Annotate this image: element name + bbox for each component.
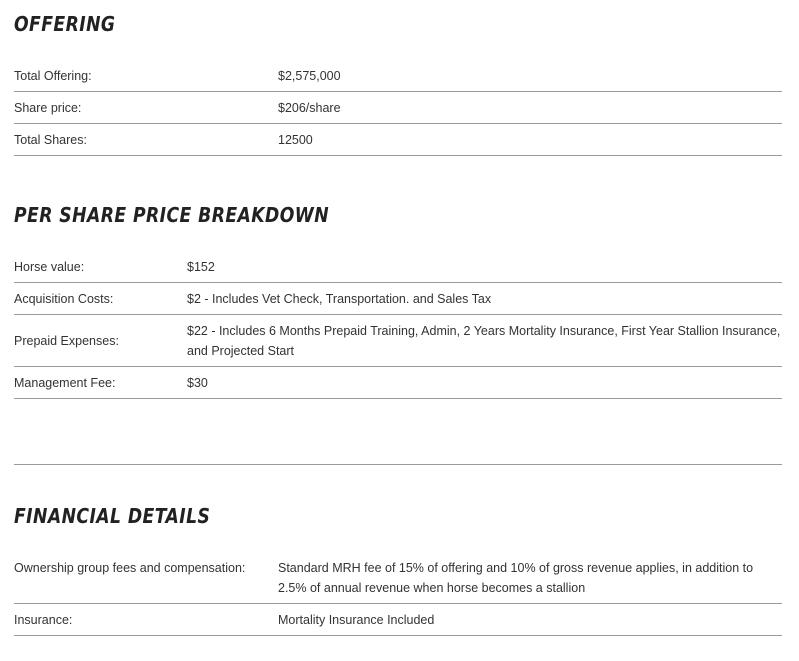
share-price-label: Share price: bbox=[14, 101, 82, 115]
table-row bbox=[14, 92, 782, 124]
table-row bbox=[14, 552, 782, 604]
table-row bbox=[14, 60, 782, 92]
table-row bbox=[14, 124, 782, 156]
table-row bbox=[14, 367, 782, 399]
acquisition-costs-value: $2 - Includes Vet Check, Transportation. and Sales Tax bbox=[187, 292, 492, 306]
offering-title: OFFERING bbox=[14, 12, 116, 36]
section-divider bbox=[14, 464, 782, 465]
total-shares-value: 12500 bbox=[278, 133, 313, 147]
total-offering-value: $2,575,000 bbox=[278, 69, 341, 83]
financial-details-title: FINANCIAL DETAILS bbox=[14, 504, 211, 528]
table-row bbox=[14, 283, 782, 315]
management-fee-label: Management Fee: bbox=[14, 376, 116, 390]
price-breakdown-section bbox=[14, 203, 782, 399]
price-breakdown-title: PER SHARE PRICE BREAKDOWN bbox=[14, 203, 330, 227]
total-offering-label: Total Offering: bbox=[14, 69, 92, 83]
financial-details-section bbox=[14, 504, 782, 636]
financial-details-table bbox=[14, 552, 782, 636]
share-price-value: $206/share bbox=[278, 101, 341, 115]
prepaid-expenses-label: Prepaid Expenses: bbox=[14, 334, 119, 348]
ownership-fees-value: Standard MRH fee of 15% of offering and 10% of gross revenue applies, in addition to 2.5% of annual revenue when horse becomes a stallion bbox=[278, 561, 754, 595]
table-row bbox=[14, 315, 782, 367]
table-row bbox=[14, 604, 782, 636]
offering-section bbox=[14, 12, 782, 156]
offering-table bbox=[14, 60, 782, 156]
management-fee-value: $30 bbox=[187, 376, 208, 390]
horse-value-label: Horse value: bbox=[14, 260, 85, 274]
ownership-fees-label: Ownership group fees and compensation: bbox=[14, 561, 246, 575]
total-shares-label: Total Shares: bbox=[14, 133, 87, 147]
insurance-label: Insurance: bbox=[14, 613, 73, 627]
insurance-value: Mortality Insurance Included bbox=[278, 613, 435, 627]
acquisition-costs-label: Acquisition Costs: bbox=[14, 292, 114, 306]
price-breakdown-table bbox=[14, 251, 782, 399]
prepaid-expenses-value: $22 - Includes 6 Months Prepaid Training, Admin, 2 Years Mortality Insurance, First Year Stallion Insurance, and Projected Start bbox=[187, 324, 781, 358]
horse-value-value: $152 bbox=[187, 260, 215, 274]
table-row bbox=[14, 251, 782, 283]
